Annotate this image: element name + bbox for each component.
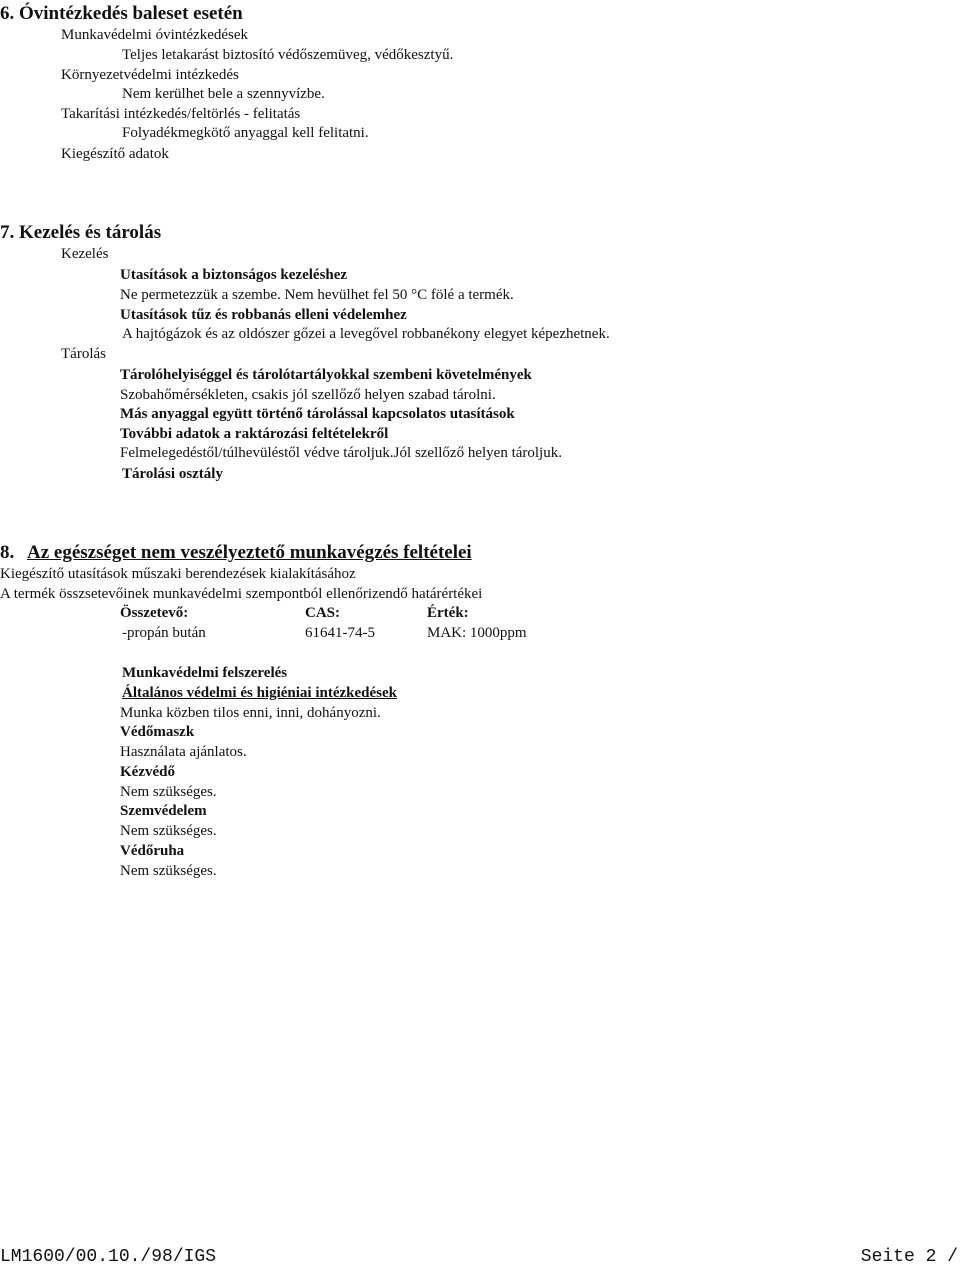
section-7-line: Szobahőmérsékleten, csakis jól szellőző helyen szabad tárolni. [120,387,496,403]
section-8-heading: Munkavédelmi felszerelés [122,665,288,681]
section-8-line: Használata ajánlatos. [120,744,247,760]
table-cell-component: -propán bután [122,625,206,641]
section-7-title: 7. Kezelés és tárolás [0,222,162,243]
table-header-cas: CAS: [305,605,341,621]
section-7-line: A hajtógázok és az oldószer gőzei a levegővel robbanékony elegyet képezhetnek. [122,326,610,342]
section-7-heading: Tárolóhelyiséggel és tárolótartályokkal szembeni követelmények [120,367,532,383]
section-7-heading: Utasítások a biztonságos kezeléshez [120,267,348,283]
section-7-heading: Más anyaggal együtt történő tárolással kapcsolatos utasítások [120,406,515,422]
section-7-line: Ne permetezzük a szembe. Nem hevülhet fel 50 °C fölé a termék. [120,287,514,303]
section-8-number: 8. [0,542,15,563]
section-8-heading: Kézvédő [120,764,175,780]
section-6-line: Takarítási intézkedés/feltörlés - felitatás [61,106,301,122]
section-8-line: Nem szükséges. [120,784,217,800]
table-header-component: Összetevő: [120,605,189,621]
section-7-heading: Tárolási osztály [122,466,223,482]
tarolas-label: Tárolás [61,346,106,362]
table-cell-cas: 61641-74-5 [305,625,375,641]
section-6-line: Kiegészítő adatok [61,146,169,162]
section-8-title: Az egészséget nem veszélyeztető munkavégzés feltételei [27,542,472,563]
footer-doc-id: LM1600/00.10./98/IGS [0,1247,217,1267]
section-6-title: 6. Óvintézkedés baleset esetén [0,3,243,24]
section-8-line: Nem szükséges. [120,823,217,839]
section-8-line: Nem szükséges. [120,863,217,879]
section-6-line: Környezetvédelmi intézkedés [61,67,239,83]
kezeles-label: Kezelés [61,246,109,262]
section-8-heading: Általános védelmi és higiéniai intézkedések [122,685,397,701]
section-6-line: Folyadékmegkötő anyaggal kell felitatni. [122,125,369,141]
section-8-line: A termék összsetevőinek munkavédelmi szempontból ellenőrizendő határértékei [0,586,483,602]
section-8-heading: Védőruha [120,843,185,859]
table-header-value: Érték: [427,605,469,621]
section-6-line: Nem kerülhet bele a szennyvízbe. [122,86,325,102]
footer-page-number: Seite 2 / [860,1247,958,1267]
section-8-heading: Szemvédelem [120,803,207,819]
section-8-line: Munka közben tilos enni, inni, dohányozni. [120,705,381,721]
table-cell-value: MAK: 1000ppm [427,625,527,641]
section-6-line: Munkavédelmi óvintézkedések [61,27,249,43]
section-8-heading: Védőmaszk [120,724,195,740]
section-7-line: Felmelegedéstől/túlhevüléstől védve tároljuk.Jól szellőző helyen tároljuk. [120,445,562,461]
section-8-line: Kiegészítő utasítások műszaki berendezések kialakításához [0,566,356,582]
section-7-heading: Utasítások tűz és robbanás elleni védelemhez [120,307,407,323]
section-6-line: Teljes letakarást biztosító védőszemüveg, védőkesztyű. [122,47,454,63]
section-7-heading: További adatok a raktározási feltételekről [120,426,389,442]
